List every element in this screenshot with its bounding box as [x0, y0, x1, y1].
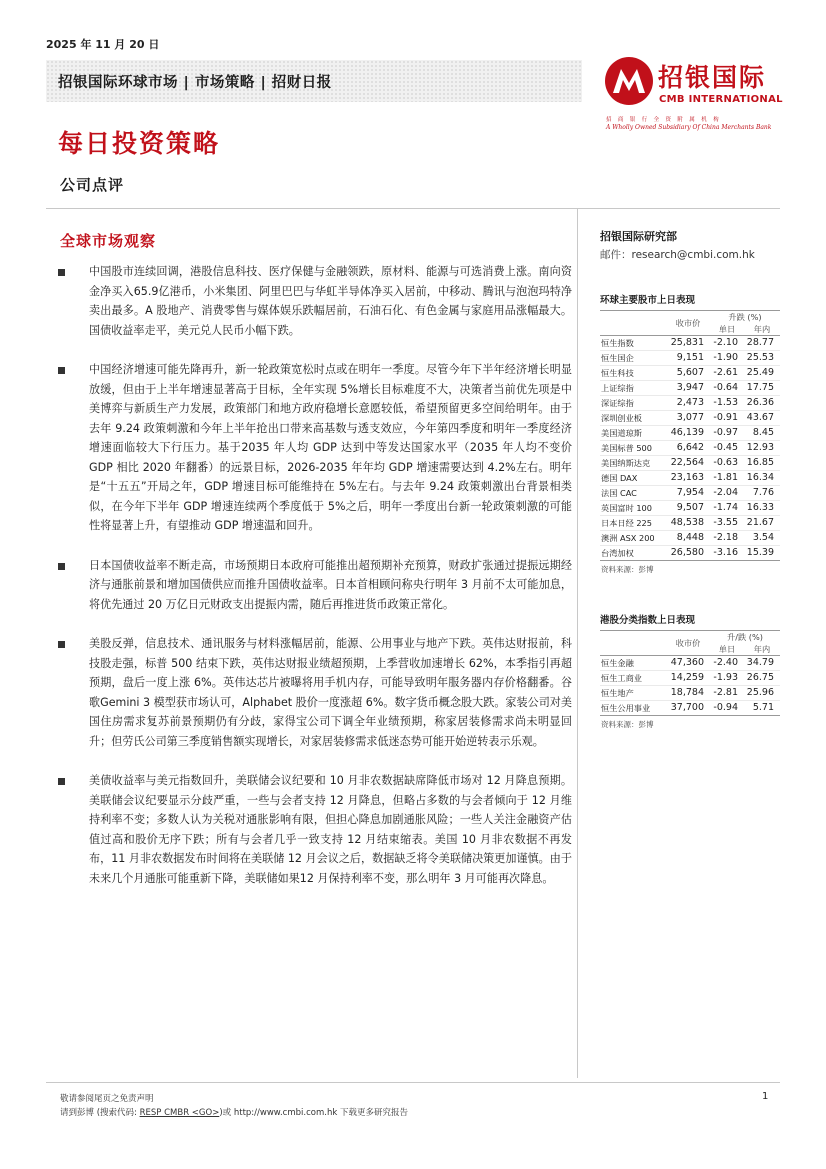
table-row	[600, 701, 780, 716]
square-bullet-icon	[58, 269, 65, 276]
analyst-email	[600, 247, 755, 262]
index-name: 英国富时 100	[600, 501, 666, 516]
table-row	[600, 396, 780, 411]
table-source: 资料来源：彭博	[601, 720, 654, 729]
close-value: 5,607	[666, 366, 710, 381]
index-name: 美国道琼斯	[600, 426, 666, 441]
day-change: -0.63	[710, 456, 744, 471]
close-value: 3,947	[666, 381, 710, 396]
day-change: -3.16	[710, 546, 744, 561]
report-title: 每日投资策略	[58, 129, 221, 158]
commentary-paragraph	[46, 556, 572, 615]
day-change: -2.18	[710, 531, 744, 546]
ytd-change: 16.85	[744, 456, 780, 471]
footer-contact	[60, 1106, 408, 1118]
index-name: 美国标普 500	[600, 441, 666, 456]
paragraph-text: 美股反弹，信息技术、通讯服务与材料涨幅居前，能源、公用事业与地产下跌。英伟达财报前，科技股走强，标普 500 结束下跌，英伟达财报业绩超预期，上季营收加速增长 62%，本季指引再超预期，盘后一度上涨 6%。英伟达芯片被曝将用手机内存，可能导致明年服务器内存价格翻番。谷歌Gemini 3 模型获市场认可，Alphabet 股价一度涨超 6%。数字货币概念股大跌。家装公司对美国住房需求复苏前景预期仍有分歧，家得宝公司下调全年业绩预期，称家居装修需求尚未明显回升；但劳氏公司第三季度销售额实现增长，对家居装修需求低迷态势可能开始逆转表示乐观。	[89, 637, 572, 748]
index-name: 恒生公用事业	[600, 701, 666, 716]
table-row	[600, 471, 780, 486]
close-value: 8,448	[666, 531, 710, 546]
day-header: 单日	[710, 323, 744, 336]
day-change: -0.97	[710, 426, 744, 441]
close-value: 47,360	[666, 656, 710, 671]
close-value: 23,163	[666, 471, 710, 486]
footer-disclaimer[interactable]: 敬请参阅尾页之免责声明	[60, 1094, 154, 1104]
close-value: 6,642	[666, 441, 710, 456]
table-row	[600, 531, 780, 546]
ytd-change: 28.77	[744, 336, 780, 351]
close-header: 收市价	[666, 317, 710, 330]
index-name: 上证综指	[600, 381, 666, 396]
day-change: -2.04	[710, 486, 744, 501]
top-divider	[46, 208, 780, 209]
paragraph-text: 中国经济增速可能先降再升，新一轮政策宽松时点或在明年一季度。尽管今年下半年经济增长明显放缓，但由于上半年增速显著高于目标，全年实现 5%增长目标难度不大，决策者当前优先项是中美博弈与新质生产力发展，政策部门和地方政府稳增长意愿较低，希望预留更多空间给明年。由于去年 9.24 政策刺激和今年上半年抢出口带来高基数与透支效应，今年第四季度和明年一季度经济增速面临较大下行压力。基于2035 年人均 GDP 达到中等发达国家水平（2035 年人均不变价 GDP 相比 2020 年翻番）的远景目标，2026-2035 年年均 GDP 增速需要达到 4.2%左右。明年是“十五五”开局之年，GDP 增速目标可能维持在 5%左右。与去年 9.24 政策刺激出台背景相类似，在今年下半年 GDP 增速连续两个季度低于 5%之后，明年一季度出台新一轮政策刺激的可能性将显著上升，有望推动 GDP 增速温和回升。	[89, 363, 572, 532]
close-value: 37,700	[666, 701, 710, 716]
ytd-header: 年内	[744, 643, 780, 656]
ytd-change: 43.67	[744, 411, 780, 426]
ytd-change: 25.96	[744, 686, 780, 701]
logo-name-cn: 招银国际	[658, 63, 767, 92]
email-address[interactable]: research@cmbi.com.hk	[631, 249, 755, 261]
day-change: -1.93	[710, 671, 744, 686]
ytd-change: 3.54	[744, 531, 780, 546]
close-value: 18,784	[666, 686, 710, 701]
day-change: -2.10	[710, 336, 744, 351]
close-value: 9,151	[666, 351, 710, 366]
website-link[interactable]: http://www.cmbi.com.hk	[233, 1108, 338, 1118]
company-logo	[598, 52, 798, 138]
ytd-change: 8.45	[744, 426, 780, 441]
change-header: 升/跌 (%)	[727, 632, 763, 642]
close-value: 2,473	[666, 396, 710, 411]
day-change: -3.55	[710, 516, 744, 531]
ytd-change: 16.34	[744, 471, 780, 486]
ytd-change: 25.53	[744, 351, 780, 366]
column-divider	[577, 208, 578, 1078]
index-name: 恒生金融	[600, 656, 666, 671]
ytd-change: 16.33	[744, 501, 780, 516]
commentary-paragraph	[46, 262, 572, 340]
ytd-change: 26.36	[744, 396, 780, 411]
day-change: -0.94	[710, 701, 744, 716]
logo-tagline-cn: 招商银行全资附属机构	[606, 117, 726, 123]
table-row	[600, 656, 780, 671]
close-value: 25,831	[666, 336, 710, 351]
square-bullet-icon	[58, 367, 65, 374]
ytd-header: 年内	[744, 323, 780, 336]
table-row	[600, 336, 780, 351]
table-row	[600, 366, 780, 381]
day-change: -2.81	[710, 686, 744, 701]
hk-table-body	[600, 656, 780, 716]
close-value: 9,507	[666, 501, 710, 516]
paragraph-text: 中国股市连续回调，港股信息科技、医疗保健与金融领跌，原材料、能源与可选消费上涨。南向资金净买入65.9亿港币，小米集团、阿里巴巴与华虹半导体净买入居前，中移动、腾讯与泡泡玛特净卖出最多。A 股地产、消费零售与媒体娱乐跌幅居前，石油石化、有色金属与家庭用品涨幅最大。国债收益率走平，美元兑人民币小幅下跌。	[89, 265, 572, 337]
ytd-change: 15.39	[744, 546, 780, 561]
table-row	[600, 411, 780, 426]
table-row	[600, 426, 780, 441]
index-name: 澳洲 ASX 200	[600, 531, 666, 546]
close-value: 3,077	[666, 411, 710, 426]
index-name: 德国 DAX	[600, 471, 666, 486]
day-change: -0.91	[710, 411, 744, 426]
ytd-change: 5.71	[744, 701, 780, 716]
email-label: 邮件：	[600, 249, 632, 261]
index-name: 日本日经 225	[600, 516, 666, 531]
square-bullet-icon	[58, 563, 65, 570]
global-markets-table	[600, 292, 780, 575]
close-value: 46,139	[666, 426, 710, 441]
change-header: 升跌 (%)	[728, 312, 762, 322]
day-change: -2.61	[710, 366, 744, 381]
report-series: 招银国际环球市场 | 市场策略 | 招财日报	[58, 75, 332, 91]
report-date: 2025 年 11 月 20 日	[46, 38, 160, 51]
close-header: 收市价	[666, 637, 710, 650]
day-change: -1.53	[710, 396, 744, 411]
day-change: -1.90	[710, 351, 744, 366]
close-value: 26,580	[666, 546, 710, 561]
square-bullet-icon	[58, 641, 65, 648]
table-row	[600, 441, 780, 456]
contact-prefix: 请到彭博 (搜索代码:	[60, 1108, 140, 1118]
ytd-change: 34.79	[744, 656, 780, 671]
index-name: 恒生科技	[600, 366, 666, 381]
market-commentary	[46, 262, 572, 908]
hk-table-grid	[600, 631, 780, 716]
ytd-change: 12.93	[744, 441, 780, 456]
page-number: 1	[762, 1091, 769, 1102]
footer-divider	[46, 1082, 780, 1083]
section-title: 全球市场观察	[60, 232, 157, 250]
table-row	[600, 351, 780, 366]
index-name: 恒生地产	[600, 686, 666, 701]
analyst-team: 招银国际研究部	[600, 230, 677, 243]
index-name: 恒生工商业	[600, 671, 666, 686]
day-change: -2.40	[710, 656, 744, 671]
close-value: 7,954	[666, 486, 710, 501]
day-change: -0.45	[710, 441, 744, 456]
table-row	[600, 381, 780, 396]
contact-mid: )或	[219, 1108, 234, 1118]
contact-suffix: 下载更多研究报告	[337, 1108, 408, 1118]
logo-name-en: CMB INTERNATIONAL	[659, 94, 783, 105]
day-change: -1.74	[710, 501, 744, 516]
ytd-change: 17.75	[744, 381, 780, 396]
commentary-paragraph	[46, 360, 572, 536]
table-source: 资料来源：彭博	[601, 565, 654, 574]
ytd-change: 26.75	[744, 671, 780, 686]
close-value: 48,538	[666, 516, 710, 531]
square-bullet-icon	[58, 778, 65, 785]
index-name: 恒生指数	[600, 336, 666, 351]
day-change: -1.81	[710, 471, 744, 486]
table-row	[600, 501, 780, 516]
table-row	[600, 486, 780, 501]
cmbi-logo-icon	[604, 56, 654, 106]
table-row	[600, 686, 780, 701]
ytd-change: 25.49	[744, 366, 780, 381]
bloomberg-code: RESP CMBR <GO>	[139, 1108, 220, 1118]
table-row	[600, 456, 780, 471]
index-name: 美国纳斯达克	[600, 456, 666, 471]
table-row	[600, 546, 780, 561]
ytd-change: 21.67	[744, 516, 780, 531]
commentary-paragraph	[46, 634, 572, 751]
ytd-change: 7.76	[744, 486, 780, 501]
paragraph-text: 美债收益率与美元指数回升，美联储会议纪要和 10 月非农数据缺席降低市场对 12 月降息预期。美联储会议纪要显示分歧严重，一些与会者支持 12 月降息，但略占多数的与会者倾向于 12 月维持利率不变；多数人认为关税对通胀影响有限，但担心降息加剧通胀风险；一些人关注金融资产估值过高和股价无序下跌；所有与会者几乎一致支持 12 月结束缩表。美国 10 月非农数据不再发布，11 月非农数据发布时间将在美联储 12 月会议之后，数据缺乏将令美联储决策更加谨慎。由于未来几个月通胀可能重新下降，美联储如果12 月保持利率不变，那么明年 3 月可能再次降息。	[89, 774, 572, 885]
report-subtitle: 公司点评	[60, 176, 125, 194]
index-name: 恒生国企	[600, 351, 666, 366]
paragraph-text: 日本国债收益率不断走高，市场预期日本政府可能推出超预期补充预算，财政扩张通过提振远期经济与通胀前景和增加国债供应而推升国债收益率。日本首相顾问称央行明年 3 月前不太可能加息，将优先通过 20 万亿日元财政支出提振内需，随后再推进货币政策正常化。	[89, 558, 572, 611]
logo-tagline-en: A Wholly Owned Subsidiary Of China Merchants Bank	[606, 124, 772, 131]
index-name: 深证综指	[600, 396, 666, 411]
table-subheader-row	[600, 323, 780, 336]
global-table-body	[600, 336, 780, 561]
index-name: 台湾加权	[600, 546, 666, 561]
commentary-paragraph	[46, 771, 572, 888]
table-row	[600, 671, 780, 686]
day-header: 单日	[710, 643, 744, 656]
close-value: 22,564	[666, 456, 710, 471]
table-title: 港股分类指数上日表现	[600, 612, 780, 631]
day-change: -0.64	[710, 381, 744, 396]
table-row	[600, 516, 780, 531]
index-name: 深圳创业板	[600, 411, 666, 426]
index-name: 法国 CAC	[600, 486, 666, 501]
close-value: 14,259	[666, 671, 710, 686]
table-subheader-row	[600, 643, 780, 656]
hk-sector-table	[600, 612, 780, 730]
table-title: 环球主要股市上日表现	[600, 292, 780, 311]
header-band	[46, 60, 582, 102]
global-table-grid	[600, 311, 780, 561]
